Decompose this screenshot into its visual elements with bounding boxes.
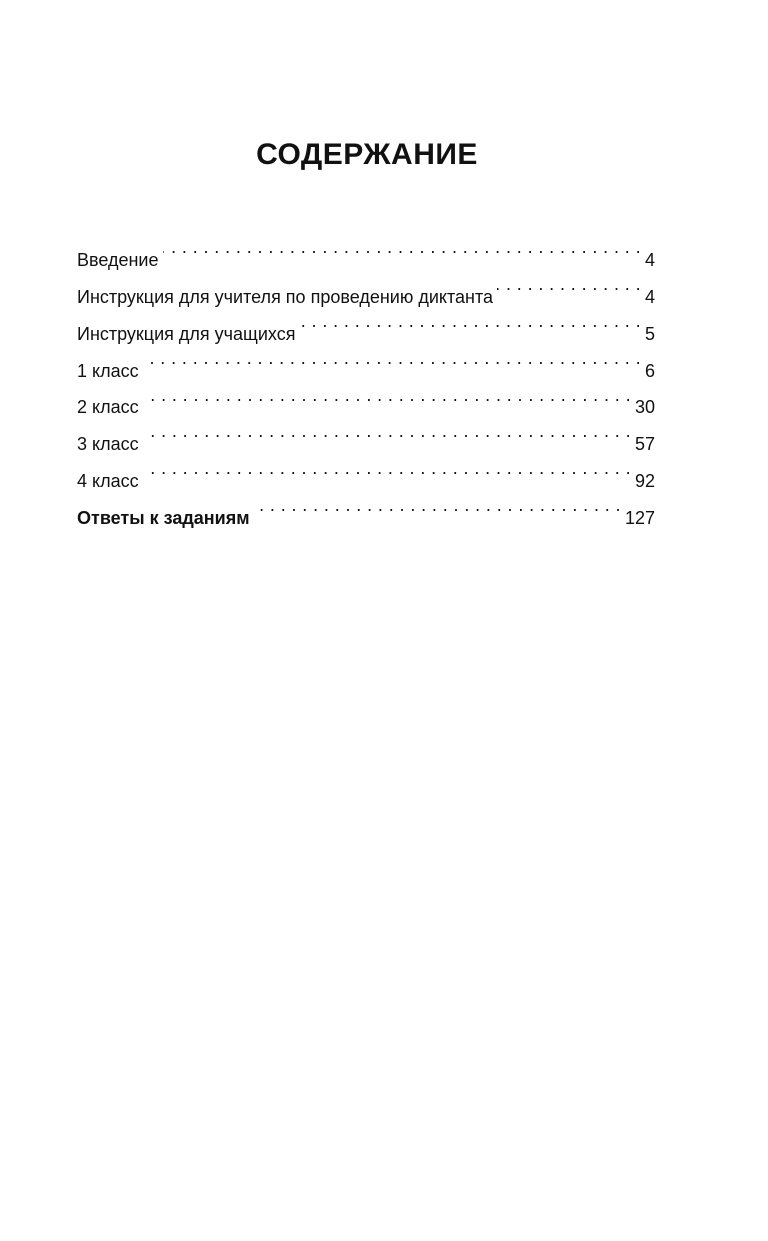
- dot-leader: [143, 340, 641, 377]
- table-of-contents: [77, 229, 655, 529]
- dot-leader: [143, 413, 631, 450]
- toc-entry-title: Инструкция для учителя по проведению диктанта: [77, 286, 494, 307]
- toc-entry-title: Введение: [77, 249, 159, 270]
- toc-entry-page-number: 6: [644, 360, 655, 381]
- toc-entry-page-number: 4: [644, 249, 655, 270]
- toc-entry-page-number: 92: [634, 471, 655, 492]
- toc-entry: [77, 340, 655, 381]
- dot-leader: [254, 487, 621, 524]
- dot-leader: [143, 377, 631, 414]
- toc-entry: [77, 413, 655, 455]
- toc-entry: [77, 229, 655, 270]
- dot-leader: [299, 303, 641, 340]
- toc-entry-page-number: 4: [644, 286, 655, 307]
- page-title: СОДЕРЖАНИЕ: [256, 138, 478, 171]
- dot-leader: [497, 266, 641, 303]
- toc-entry-title: 3 класс: [77, 434, 139, 455]
- toc-entry-page-number: 57: [634, 434, 655, 455]
- toc-entry-title: 1 класс: [77, 360, 139, 381]
- toc-entry-page-number: 5: [644, 323, 655, 344]
- toc-entry-page-number: 30: [634, 397, 655, 418]
- toc-entry: [77, 377, 655, 418]
- dot-leader: [163, 229, 641, 266]
- toc-entry-title: Инструкция для учащихся: [77, 323, 296, 344]
- dot-leader: [143, 450, 631, 487]
- toc-entry: [77, 487, 655, 529]
- toc-entry: [77, 450, 655, 492]
- toc-entry-title: 4 класс: [77, 471, 139, 492]
- toc-entry-page-number: 127: [624, 508, 655, 529]
- toc-entry: [77, 266, 655, 307]
- toc-entry-title: 2 класс: [77, 397, 139, 418]
- toc-entry-title: Ответы к заданиям: [77, 508, 250, 529]
